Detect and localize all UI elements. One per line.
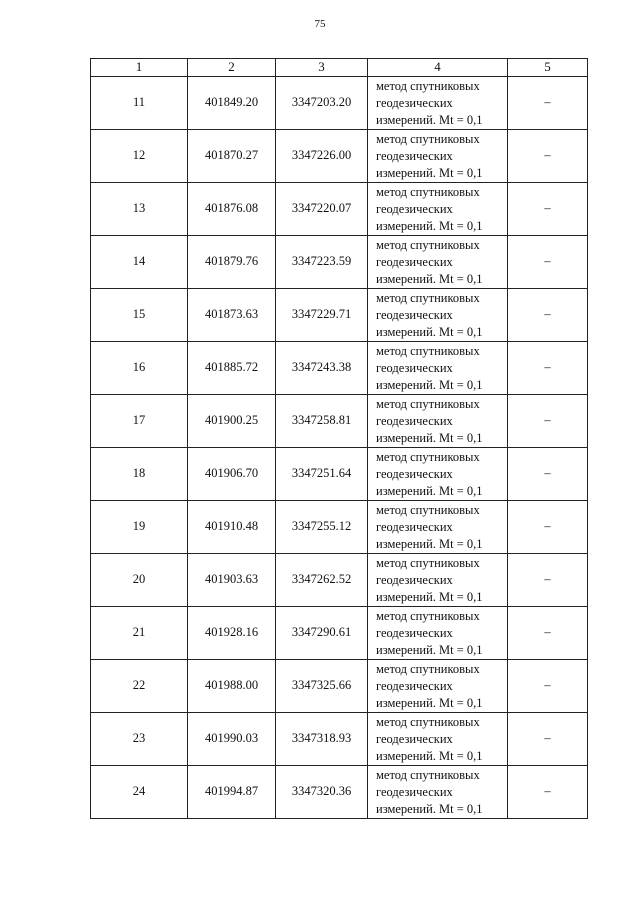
method-cell	[368, 766, 508, 819]
note-cell: –	[508, 766, 588, 819]
method-line: метод спутниковых	[376, 290, 480, 305]
point-number-cell: 12	[91, 130, 188, 183]
y-coordinate-cell: 3347258.81	[276, 395, 368, 448]
method-line: геодезических	[376, 95, 453, 110]
method-cell	[368, 448, 508, 501]
method-line: геодезических	[376, 148, 453, 163]
y-coordinate-cell: 3347203.20	[276, 77, 368, 130]
method-line: метод спутниковых	[376, 767, 480, 782]
y-coordinate-cell: 3347320.36	[276, 766, 368, 819]
x-coordinate-cell: 401988.00	[188, 660, 276, 713]
method-line: геодезических	[376, 784, 453, 799]
note-cell: –	[508, 77, 588, 130]
x-coordinate-cell: 401928.16	[188, 607, 276, 660]
x-coordinate-cell: 401876.08	[188, 183, 276, 236]
table-row	[91, 766, 588, 819]
table-row	[91, 236, 588, 289]
y-coordinate-cell: 3347226.00	[276, 130, 368, 183]
method-line: измерений. Mt = 0,1	[376, 483, 483, 498]
table-row	[91, 448, 588, 501]
point-number-cell: 22	[91, 660, 188, 713]
method-line: метод спутниковых	[376, 714, 480, 729]
method-cell	[368, 183, 508, 236]
x-coordinate-cell: 401879.76	[188, 236, 276, 289]
method-line: измерений. Mt = 0,1	[376, 430, 483, 445]
y-coordinate-cell: 3347318.93	[276, 713, 368, 766]
method-line: измерений. Mt = 0,1	[376, 748, 483, 763]
method-line: метод спутниковых	[376, 608, 480, 623]
method-cell	[368, 342, 508, 395]
note-cell: –	[508, 130, 588, 183]
y-coordinate-cell: 3347262.52	[276, 554, 368, 607]
y-coordinate-cell: 3347255.12	[276, 501, 368, 554]
method-line: геодезических	[376, 254, 453, 269]
method-cell	[368, 713, 508, 766]
column-header-2: 2	[188, 59, 276, 77]
x-coordinate-cell: 401849.20	[188, 77, 276, 130]
point-number-cell: 16	[91, 342, 188, 395]
column-header-3: 3	[276, 59, 368, 77]
point-number-cell: 20	[91, 554, 188, 607]
x-coordinate-cell: 401900.25	[188, 395, 276, 448]
x-coordinate-cell: 401870.27	[188, 130, 276, 183]
method-line: метод спутниковых	[376, 237, 480, 252]
note-cell: –	[508, 713, 588, 766]
x-coordinate-cell: 401903.63	[188, 554, 276, 607]
point-number-cell: 13	[91, 183, 188, 236]
y-coordinate-cell: 3347223.59	[276, 236, 368, 289]
table-row	[91, 130, 588, 183]
column-header-5: 5	[508, 59, 588, 77]
method-cell	[368, 554, 508, 607]
point-number-cell: 21	[91, 607, 188, 660]
method-cell	[368, 77, 508, 130]
table-body	[91, 59, 588, 819]
method-cell	[368, 660, 508, 713]
y-coordinate-cell: 3347229.71	[276, 289, 368, 342]
method-line: метод спутниковых	[376, 555, 480, 570]
point-number-cell: 24	[91, 766, 188, 819]
x-coordinate-cell: 401906.70	[188, 448, 276, 501]
y-coordinate-cell: 3347251.64	[276, 448, 368, 501]
method-line: геодезических	[376, 731, 453, 746]
y-coordinate-cell: 3347220.07	[276, 183, 368, 236]
method-cell	[368, 395, 508, 448]
table-row	[91, 607, 588, 660]
y-coordinate-cell: 3347290.61	[276, 607, 368, 660]
note-cell: –	[508, 501, 588, 554]
x-coordinate-cell: 401873.63	[188, 289, 276, 342]
note-cell: –	[508, 395, 588, 448]
method-line: измерений. Mt = 0,1	[376, 801, 483, 816]
method-line: измерений. Mt = 0,1	[376, 165, 483, 180]
point-number-cell: 11	[91, 77, 188, 130]
table-row	[91, 77, 588, 130]
table-row	[91, 501, 588, 554]
point-number-cell: 19	[91, 501, 188, 554]
page-number: 75	[314, 18, 326, 30]
method-line: измерений. Mt = 0,1	[376, 112, 483, 127]
y-coordinate-cell: 3347243.38	[276, 342, 368, 395]
method-cell	[368, 130, 508, 183]
column-header-4: 4	[368, 59, 508, 77]
method-line: геодезических	[376, 625, 453, 640]
point-number-cell: 15	[91, 289, 188, 342]
table-row	[91, 660, 588, 713]
column-header-1: 1	[91, 59, 188, 77]
method-line: метод спутниковых	[376, 131, 480, 146]
note-cell: –	[508, 289, 588, 342]
method-cell	[368, 289, 508, 342]
point-number-cell: 17	[91, 395, 188, 448]
point-number-cell: 18	[91, 448, 188, 501]
table-row	[91, 395, 588, 448]
x-coordinate-cell: 401885.72	[188, 342, 276, 395]
method-line: метод спутниковых	[376, 502, 480, 517]
table-row	[91, 554, 588, 607]
method-line: измерений. Mt = 0,1	[376, 695, 483, 710]
method-line: геодезических	[376, 519, 453, 534]
method-line: геодезических	[376, 678, 453, 693]
note-cell: –	[508, 448, 588, 501]
note-cell: –	[508, 554, 588, 607]
method-line: метод спутниковых	[376, 343, 480, 358]
method-line: метод спутниковых	[376, 449, 480, 464]
method-line: измерений. Mt = 0,1	[376, 536, 483, 551]
point-number-cell: 23	[91, 713, 188, 766]
method-cell	[368, 607, 508, 660]
method-line: метод спутниковых	[376, 184, 480, 199]
method-line: геодезических	[376, 360, 453, 375]
note-cell: –	[508, 342, 588, 395]
method-line: метод спутниковых	[376, 78, 480, 93]
method-line: геодезических	[376, 307, 453, 322]
note-cell: –	[508, 183, 588, 236]
method-line: измерений. Mt = 0,1	[376, 377, 483, 392]
x-coordinate-cell: 401990.03	[188, 713, 276, 766]
method-line: геодезических	[376, 413, 453, 428]
method-line: геодезических	[376, 466, 453, 481]
method-line: метод спутниковых	[376, 396, 480, 411]
table-row	[91, 289, 588, 342]
method-line: измерений. Mt = 0,1	[376, 589, 483, 604]
table-row	[91, 342, 588, 395]
header-row	[91, 59, 588, 77]
method-line: измерений. Mt = 0,1	[376, 218, 483, 233]
note-cell: –	[508, 607, 588, 660]
note-cell: –	[508, 660, 588, 713]
method-cell	[368, 501, 508, 554]
method-line: измерений. Mt = 0,1	[376, 271, 483, 286]
table-row	[91, 713, 588, 766]
method-line: измерений. Mt = 0,1	[376, 324, 483, 339]
y-coordinate-cell: 3347325.66	[276, 660, 368, 713]
method-line: геодезических	[376, 572, 453, 587]
method-cell	[368, 236, 508, 289]
x-coordinate-cell: 401910.48	[188, 501, 276, 554]
method-line: геодезических	[376, 201, 453, 216]
note-cell: –	[508, 236, 588, 289]
method-line: измерений. Mt = 0,1	[376, 642, 483, 657]
table-row	[91, 183, 588, 236]
x-coordinate-cell: 401994.87	[188, 766, 276, 819]
coordinates-table	[90, 58, 588, 819]
method-line: метод спутниковых	[376, 661, 480, 676]
point-number-cell: 14	[91, 236, 188, 289]
